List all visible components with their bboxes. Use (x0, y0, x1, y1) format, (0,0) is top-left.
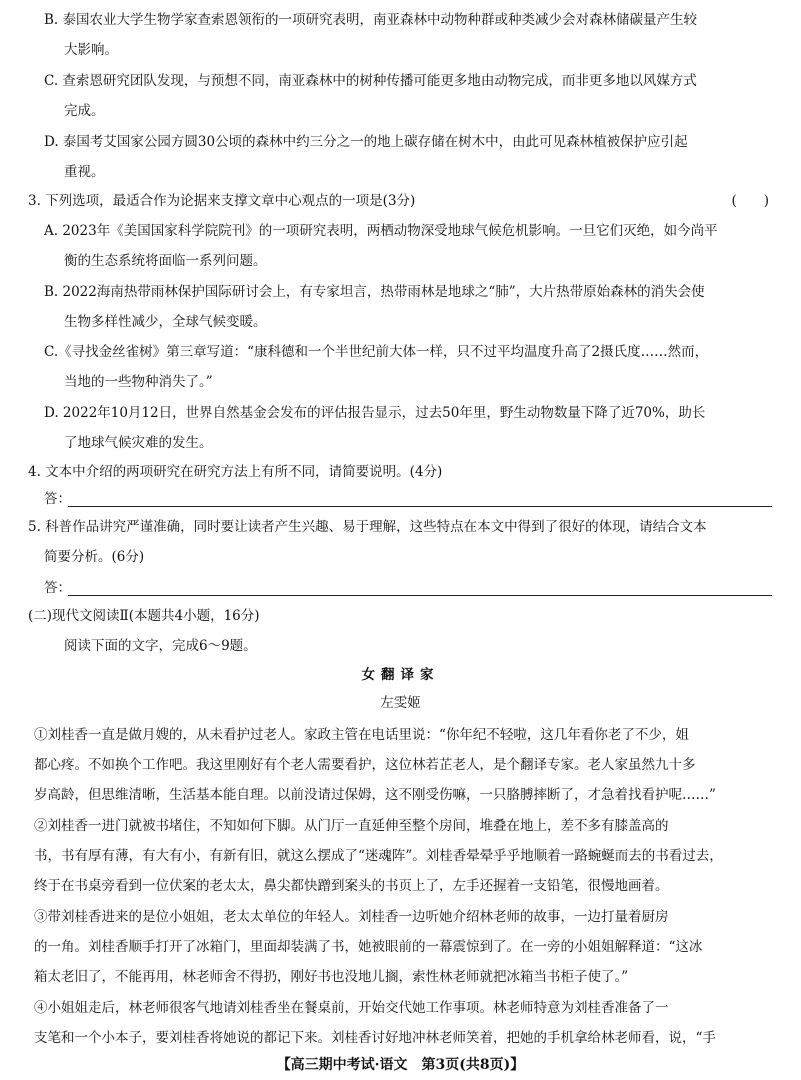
q4-stem: 4. 文本中介绍的两项研究在研究方法上有所不同，请简要说明。(4分) (28, 464, 443, 480)
q2-option-d-line1: D. 泰国考艾国家公园方圆30公顷的森林中约三分之一的地上碳存储在树木中，由此可见森林植被保护应引起 (44, 134, 688, 150)
article-p1-line3: 岁高龄，但思维清晰，生活基本能自理。以前没请过保姆，这不刚受伤嘛，一只胳膊摔断了，才急着找看护呢……” (34, 787, 716, 803)
q5-answer-label: 答： (44, 580, 71, 596)
q3-option-c-line1: C.《寻找金丝雀树》第三章写道：“康科德和一个半世纪前大体一样，只不过平均温度升高了2摄氏度……然而， (44, 344, 709, 360)
q2-option-b-line1: B. 泰国农业大学生物学家查索恩领衔的一项研究表明，南亚森林中动物种群或种类减少会对森林储碳量产生较 (44, 12, 698, 28)
q5-answer-line[interactable] (68, 595, 772, 596)
article-p3-line2: 的一角。刘桂香顺手打开了冰箱门，里面却装满了书，她被眼前的一幕震惊到了。在一旁的小姐姐解释道：“这冰 (34, 939, 703, 955)
q3-option-a-line2: 衡的生态系统将面临一系列问题。 (64, 253, 267, 269)
article-p2-line2: 书，书有厚有薄，有大有小，有新有旧，就这么摆成了“迷魂阵”。刘桂香晕晕乎乎地顺着一路蜿蜒而去的书看过去， (34, 848, 723, 864)
q4-answer-line[interactable] (68, 506, 772, 507)
article-p3-line1: ③带刘桂香进来的是位小姐姐，老太太单位的年轻人。刘桂香一边听她介绍林老师的故事，一边打量着厨房 (34, 909, 669, 925)
article-p4-line2: 支笔和一个小本子，要刘桂香将她说的都记下来。刘桂香讨好地冲林老师笑着，把她的手机拿给林老师看，说，“手 (34, 1030, 716, 1046)
q3-option-d-line1: D. 2022年10月12日，世界自然基金会发布的评估报告显示，过去50年里，野生动物数量下降了近70%，助长 (44, 405, 706, 421)
article-p4-line1: ④小姐姐走后，林老师很客气地请刘桂香坐在餐桌前，开始交代她工作事项。林老师特意为刘桂香准备了一 (34, 1000, 669, 1016)
q3-stem: 3. 下列选项，最适合作为论据来支撑文章中心观点的一项是(3分) (28, 193, 416, 209)
q2-option-d-line2: 重视。 (64, 164, 105, 180)
q3-option-a-line1: A. 2023年《美国国家科学院院刊》的一项研究表明，两栖动物深受地球气候危机影响。一旦它们灭绝，如今尚平 (44, 223, 718, 239)
article-p2-line1: ②刘桂香一进门就被书堵住，不知如何下脚。从门厅一直延伸至整个房间，堆叠在地上，差不多有膝盖高的 (34, 818, 669, 834)
section2-heading: (二)现代文阅读Ⅱ(本题共4小题，16分) (28, 608, 260, 624)
section2-instruction: 阅读下面的文字，完成6～9题。 (64, 638, 257, 654)
q3-option-c-line2: 当地的一些物种消失了。” (64, 374, 213, 390)
q3-option-d-line2: 了地球气候灾难的发生。 (64, 435, 213, 451)
q2-option-c-line1: C. 查索恩研究团队发现，与预想不同，南亚森林中的树种传播可能更多地由动物完成，而非更多地以风媒方式 (44, 73, 697, 89)
article-p3-line3: 箱太老旧了，不能再用，林老师舍不得扔，刚好书也没地儿搁，索性林老师就把冰箱当书柜子使了。” (34, 969, 629, 985)
q2-option-c-line2: 完成。 (64, 103, 105, 119)
article-author: 左雯姬 (380, 695, 421, 711)
article-p2-line3: 终于在书桌旁看到一位伏案的老太太，鼻尖都快蹭到案头的书页上了，左手还握着一支铅笔，很慢地画着。 (34, 878, 669, 894)
page-footer: 【高三期中考试·语文 第3页(共8页)】 (276, 1057, 525, 1073)
q3-option-b-line1: B. 2022海南热带雨林保护国际研讨会上，有专家坦言，热带雨林是地球之“肺”，大片热带原始森林的消失会使 (44, 284, 705, 300)
q3-option-b-line2: 生物多样性减少，全球气候变暖。 (64, 314, 267, 330)
article-title: 女翻译家 (361, 667, 440, 683)
q5-stem-line2: 简要分析。(6分) (44, 549, 145, 565)
q2-option-b-line2: 大影响。 (64, 42, 118, 58)
article-p1-line2: 都心疼。不如换个工作吧。我这里刚好有个老人需要看护，这位林若芷老人，是个翻译专家。老人家虽然九十多 (34, 757, 696, 773)
q4-answer-label: 答： (44, 491, 71, 507)
q3-answer-paren[interactable]: ( ) (731, 193, 769, 209)
article-p1-line1: ①刘桂香一直是做月嫂的，从未看护过老人。家政主管在电话里说：“你年纪不轻啦，这几年看你老了不少，姐 (34, 727, 689, 743)
q5-stem-line1: 5. 科普作品讲究严谨准确，同时要让读者产生兴趣、易于理解，这些特点在本文中得到了很好的体现，请结合文本 (28, 519, 707, 535)
